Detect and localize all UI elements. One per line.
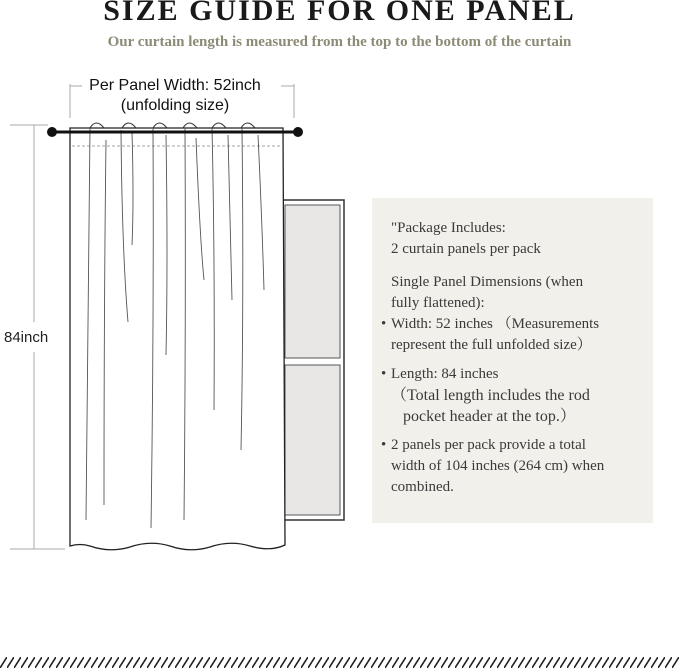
width-label-line1: Per Panel Width: 52inch <box>89 77 261 94</box>
width-label-line2: (unfolding size) <box>120 97 230 114</box>
width-label <box>70 76 280 116</box>
package-heading: "Package Includes: <box>391 220 506 236</box>
bullet-width-line2: represent the full unfolded size） <box>391 337 592 353</box>
package-info-box <box>372 198 653 523</box>
bullet-width-line1: Width: 52 inches （Measurements <box>391 316 600 332</box>
bullet-pack-line2: width of 104 inches (264 cm) when <box>391 458 605 474</box>
bullet-length <box>381 364 641 427</box>
bullet-dot: • <box>381 366 387 382</box>
curtain-panel <box>70 123 285 550</box>
height-label: 84inch <box>4 329 49 346</box>
bullet-length-line1: Length: 84 inches <box>391 366 499 382</box>
bullet-pack-line1: 2 panels per pack provide a total <box>391 437 586 453</box>
bottom-hatch-border <box>0 657 679 668</box>
bullet-width <box>381 314 641 356</box>
dimensions-heading-line1: Single Panel Dimensions (when <box>391 274 584 290</box>
bullet-pack <box>381 435 641 498</box>
bullet-pack-line3: combined. <box>391 479 454 495</box>
window-illustration <box>281 200 344 520</box>
dimensions-heading-line2: fully flattened): <box>391 295 485 311</box>
page-subtitle: Our curtain length is measured from the top to the bottom of the curtain <box>107 34 572 50</box>
bullet-length-line3: pocket header at the top.） <box>403 408 576 425</box>
package-detail: 2 curtain panels per pack <box>391 241 541 257</box>
bullet-dot: • <box>381 316 387 332</box>
bullet-length-line2: （Total length includes the rod <box>391 387 590 404</box>
page-title: SIZE GUIDE FOR ONE PANEL <box>103 0 576 27</box>
bullet-dot: • <box>381 437 387 453</box>
